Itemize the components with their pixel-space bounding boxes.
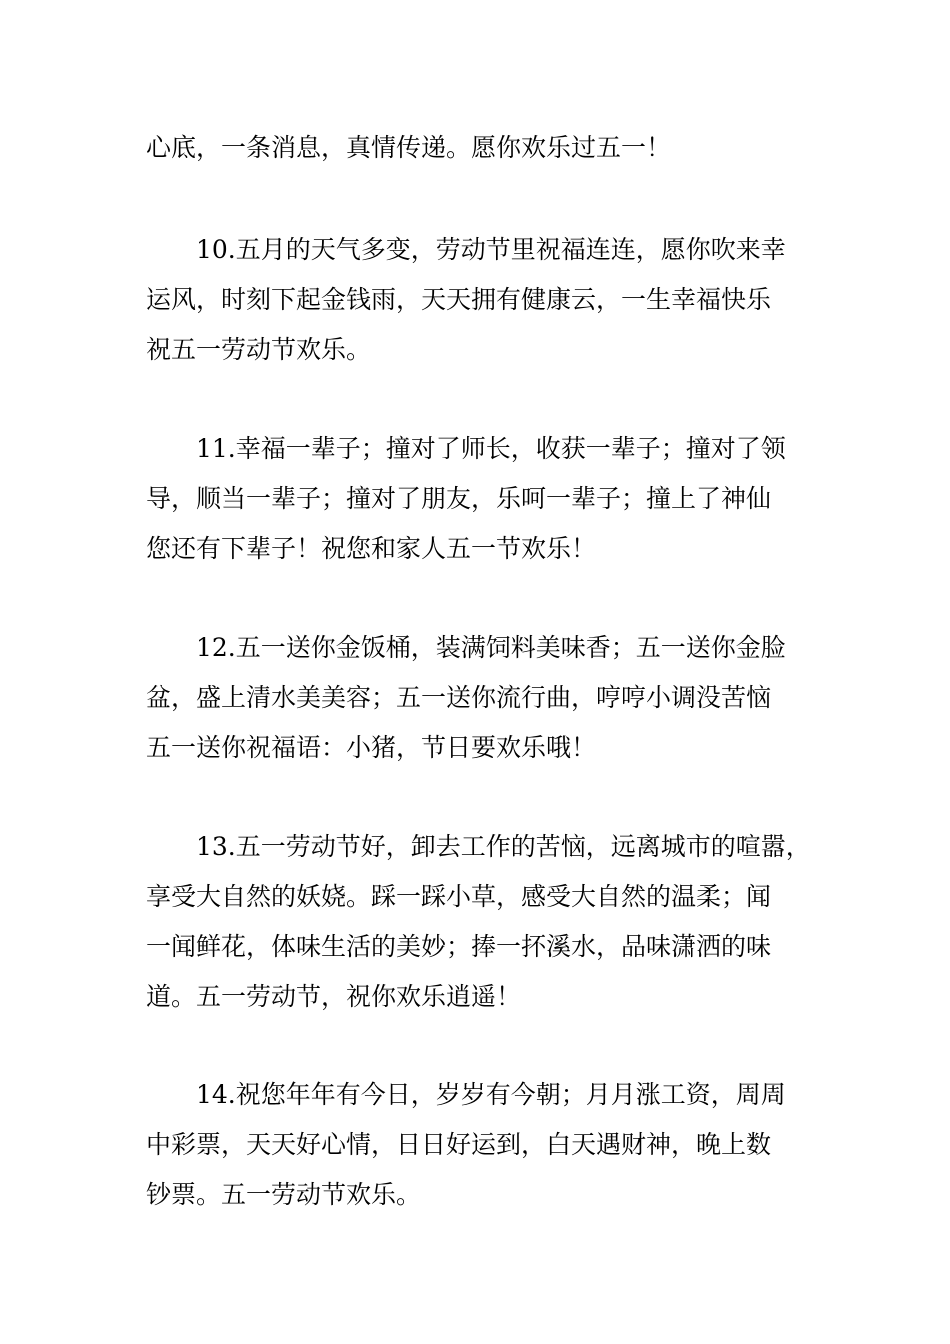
text-line: 道。五一劳动节，祝你欢乐逍遥！ [146,982,522,1011]
text-line: 祝五一劳动节欢乐。 [146,335,372,364]
text-line: 12.五一送你金饭桶，装满饲料美味香；五一送你金脸 [196,633,786,662]
text-line: 运风，时刻下起金钱雨，天天拥有健康云，一生幸福快乐 [146,285,772,314]
text-line: 钞票。五一劳动节欢乐。 [146,1180,422,1209]
text-line: 享受大自然的妖娆。踩一踩小草，感受大自然的温柔；闻 [146,882,772,911]
text-line: 10.五月的天气多变，劳动节里祝福连连，愿你吹来幸 [196,235,786,264]
text-line: 11.幸福一辈子；撞对了师长，收获一辈子；撞对了领 [196,434,786,463]
text-line: 五一送你祝福语：小猪，节日要欢乐哦！ [146,733,597,762]
text-line: 心底，一条消息，真情传递。愿你欢乐过五一！ [146,133,672,162]
text-line: 一闻鲜花，体味生活的美妙；捧一抔溪水，品味潇洒的味 [146,932,772,961]
text-line: 您还有下辈子！祝您和家人五一节欢乐！ [146,534,597,563]
text-line: 中彩票，天天好心情，日日好运到，白天遇财神，晚上数 [146,1130,772,1159]
text-line: 13.五一劳动节好，卸去工作的苦恼，远离城市的喧嚣， [196,832,811,861]
text-line: 14.祝您年年有今日，岁岁有今朝；月月涨工资，周周 [196,1080,786,1109]
text-line: 导，顺当一辈子；撞对了朋友，乐呵一辈子；撞上了神仙 [146,484,772,513]
text-line: 盆，盛上清水美美容；五一送你流行曲，哼哼小调没苦恼 [146,683,772,712]
